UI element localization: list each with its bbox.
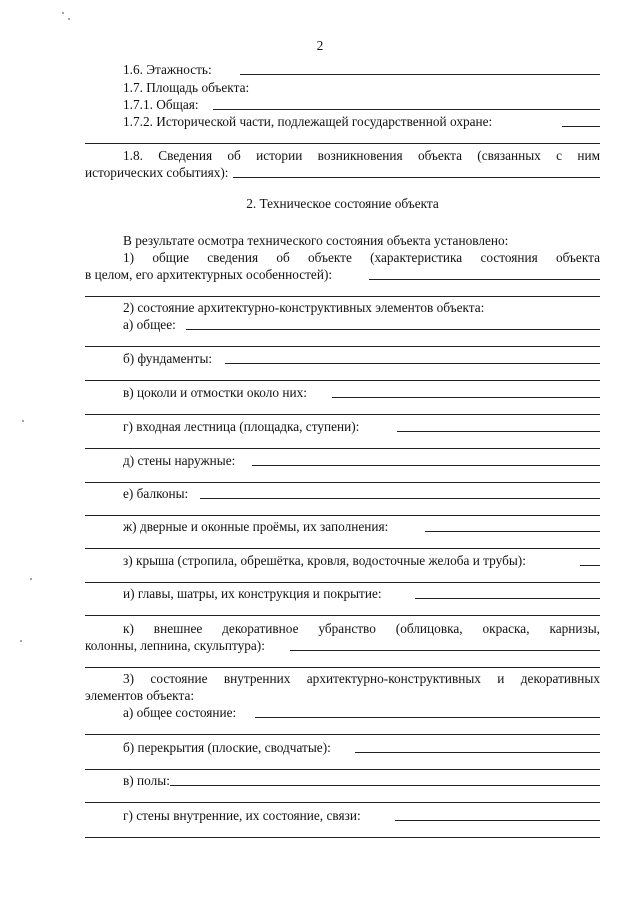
ext-v-label: в) цоколи и отмостки около них:	[123, 385, 307, 400]
int-v-label: в) полы:	[123, 773, 170, 788]
ext-i-label: и) главы, шатры, их конструкция и покрытие:	[123, 586, 382, 601]
ext-zh-label: ж) дверные и оконные проёмы, их заполнения:	[123, 519, 389, 534]
int-a-label: а) общее состояние:	[123, 705, 237, 720]
int-b-label: б) перекрытия (плоские, сводчатые):	[123, 740, 331, 755]
int-b-fill-line	[355, 752, 600, 753]
ext-i-fill-line	[415, 598, 600, 599]
ext-v-fill-line	[332, 397, 600, 398]
item-1-8-label-cont: исторических событиях):	[85, 165, 229, 180]
ext-d-fill-line	[252, 465, 600, 466]
ext-k-label-cont: колонны, лепнина, скульптура):	[85, 638, 265, 653]
item-1-7-label: 1.7. Площадь объекта:	[123, 80, 250, 95]
item-1-7-1-fill-line	[213, 109, 600, 110]
item-1-general-label: 1) общие сведения об объекте (характеристика состояния объекта	[123, 250, 600, 265]
scan-speck	[30, 578, 32, 580]
ext-a-label: а) общее:	[123, 317, 176, 332]
ext-k-fill-line-2	[85, 667, 600, 668]
ext-i-fill-line-2	[85, 615, 600, 616]
ext-b-label: б) фундаменты:	[123, 351, 213, 366]
ext-k-label: к) внешнее декоративное убранство (облицовка, окраска, карнизы,	[123, 621, 600, 636]
ext-z-fill-line-2	[85, 582, 600, 583]
int-a-fill-line	[255, 717, 600, 718]
ext-zh-fill-line	[425, 531, 600, 532]
item-1-general-label-cont: в целом, его архитектурных особенностей):	[85, 267, 333, 282]
int-g-label: г) стены внутренние, их состояние, связи:	[123, 808, 361, 823]
ext-e-fill-line-2	[85, 515, 600, 516]
int-v-fill-line-2	[85, 802, 600, 803]
item-2-label: 2) состояние архитектурно-конструктивных элементов объекта:	[123, 300, 485, 315]
ext-e-fill-line	[200, 498, 600, 499]
ext-b-fill-line	[225, 363, 600, 364]
item-3-label-cont: элементов объекта:	[85, 688, 195, 703]
ext-z-label: з) крыша (стропила, обрешётка, кровля, водосточные желоба и трубы):	[123, 553, 526, 568]
scan-speck	[22, 420, 24, 422]
item-3-label: 3) состояние внутренних архитектурно-конструктивных и декоративных	[123, 671, 600, 686]
ext-v-fill-line-2	[85, 414, 600, 415]
ext-k-fill-line	[290, 650, 600, 651]
ext-g-label: г) входная лестница (площадка, ступени):	[123, 419, 360, 434]
int-b-fill-line-2	[85, 769, 600, 770]
item-1-7-1-label: 1.7.1. Общая:	[123, 97, 199, 112]
ext-z-fill-line	[580, 565, 600, 566]
ext-e-label: е) балконы:	[123, 486, 189, 501]
item-1-6-fill-line	[240, 74, 600, 75]
item-1-6-label: 1.6. Этажность:	[123, 62, 212, 77]
ext-g-fill-line-2	[85, 448, 600, 449]
ext-a-fill-line-2	[85, 346, 600, 347]
item-1-7-2-label: 1.7.2. Исторической части, подлежащей государственной охране:	[123, 114, 493, 129]
int-g-fill-line-2	[85, 837, 600, 838]
scan-speck	[20, 640, 22, 642]
ext-d-label: д) стены наружные:	[123, 453, 236, 468]
scan-speck	[68, 18, 70, 20]
ext-a-fill-line	[186, 329, 600, 330]
page-number: 2	[316, 38, 324, 53]
item-1-8-label: 1.8. Сведения об истории возникновения объекта (связанных с ним	[123, 148, 600, 163]
ext-g-fill-line	[397, 431, 600, 432]
item-1-7-2-fill-line-2	[85, 143, 600, 144]
ext-zh-fill-line-2	[85, 548, 600, 549]
ext-b-fill-line-2	[85, 380, 600, 381]
item-1-7-2-fill-line	[562, 126, 600, 127]
section-2-heading: 2. Техническое состояние объекта	[246, 196, 439, 211]
item-1-8-fill-line	[233, 177, 600, 178]
int-v-fill-line	[170, 785, 600, 786]
ext-d-fill-line-2	[85, 482, 600, 483]
item-1-general-fill-line-2	[85, 296, 600, 297]
int-a-fill-line-2	[85, 734, 600, 735]
item-1-general-fill-line	[369, 279, 600, 280]
int-g-fill-line	[395, 820, 600, 821]
intro-text: В результате осмотра технического состояния объекта установлено:	[123, 233, 509, 248]
scan-speck	[62, 12, 64, 14]
